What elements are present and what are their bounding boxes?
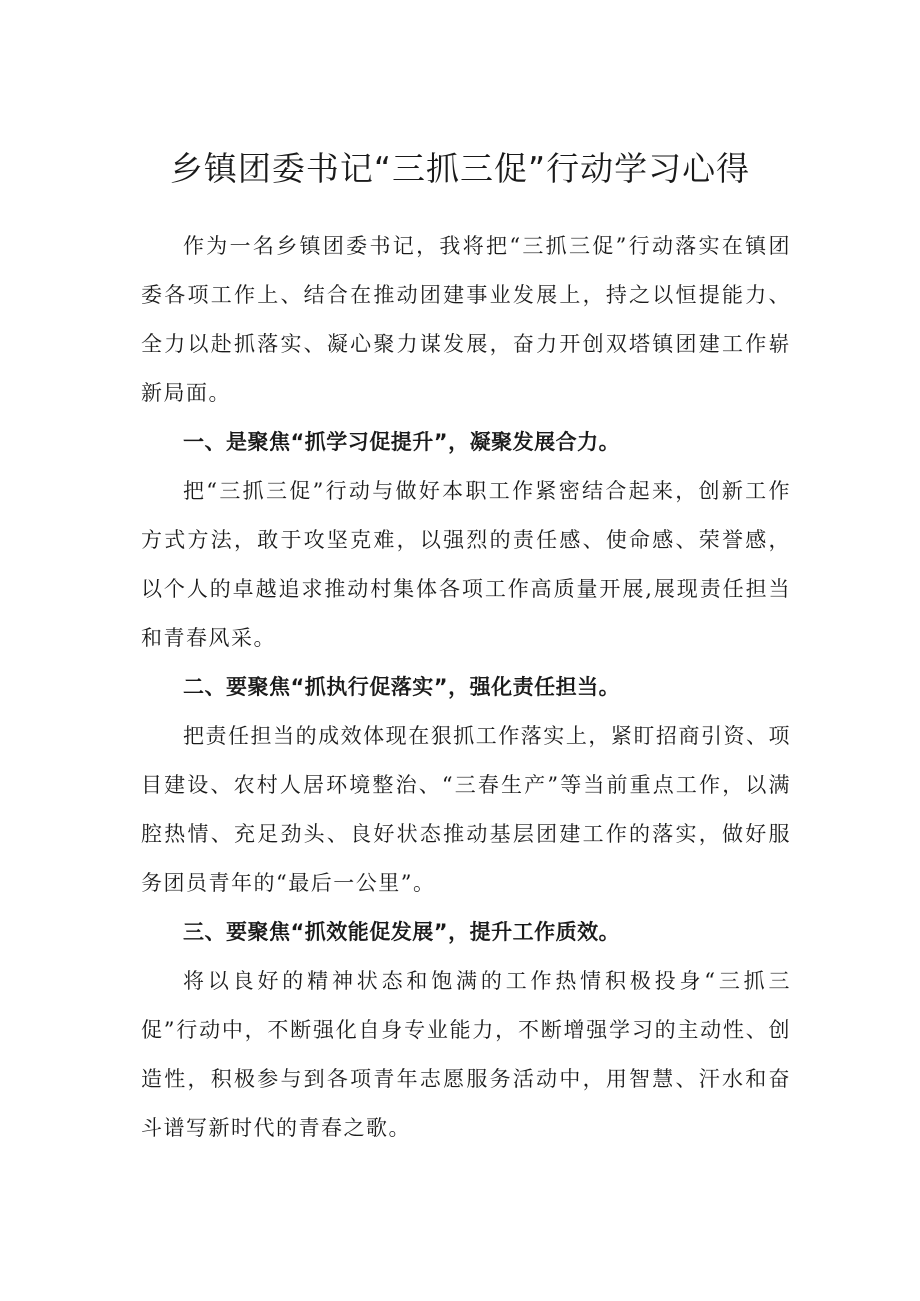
document-body <box>141 222 791 1153</box>
section-1-heading: 一、是聚焦“抓学习促提升”，凝聚发展合力。 <box>183 430 621 454</box>
document-title: 乡镇团委书记“三抓三促”行动学习心得 <box>169 149 751 188</box>
section-2-paragraph: 把责任担当的成效体现在狠抓工作落实上，紧盯招商引资、项目建设、农村人居环境整治、“三春生产”等当前重点工作，以满腔热情、充足劲头、良好状态推动基层团建工作的落实，做好服务团员青年的“最后一公里”。 <box>141 724 791 895</box>
section-1-paragraph: 把“三抓三促”行动与做好本职工作紧密结合起来，创新工作方式方法，敢于攻坚克难，以强烈的责任感、使命感、荣誉感，以个人的卓越追求推动村集体各项工作高质量开展,展现责任担当和青春风采。 <box>141 479 791 650</box>
section-2-heading: 二、要聚焦“抓执行促落实”，强化责任担当。 <box>183 675 621 699</box>
intro-paragraph: 作为一名乡镇团委书记，我将把“三抓三促”行动落实在镇团委各项工作上、结合在推动团建事业发展上，持之以恒提能力、全力以赴抓落实、凝心聚力谋发展，奋力开创双塔镇团建工作崭新局面。 <box>141 234 791 405</box>
section-3-paragraph: 将以良好的精神状态和饱满的工作热情积极投身“三抓三促”行动中，不断强化自身专业能力，不断增强学习的主动性、创造性，积极参与到各项青年志愿服务活动中，用智慧、汗水和奋斗谱写新时代的青春之歌。 <box>141 969 791 1140</box>
section-3-heading: 三、要聚焦“抓效能促发展”，提升工作质效。 <box>183 920 621 944</box>
